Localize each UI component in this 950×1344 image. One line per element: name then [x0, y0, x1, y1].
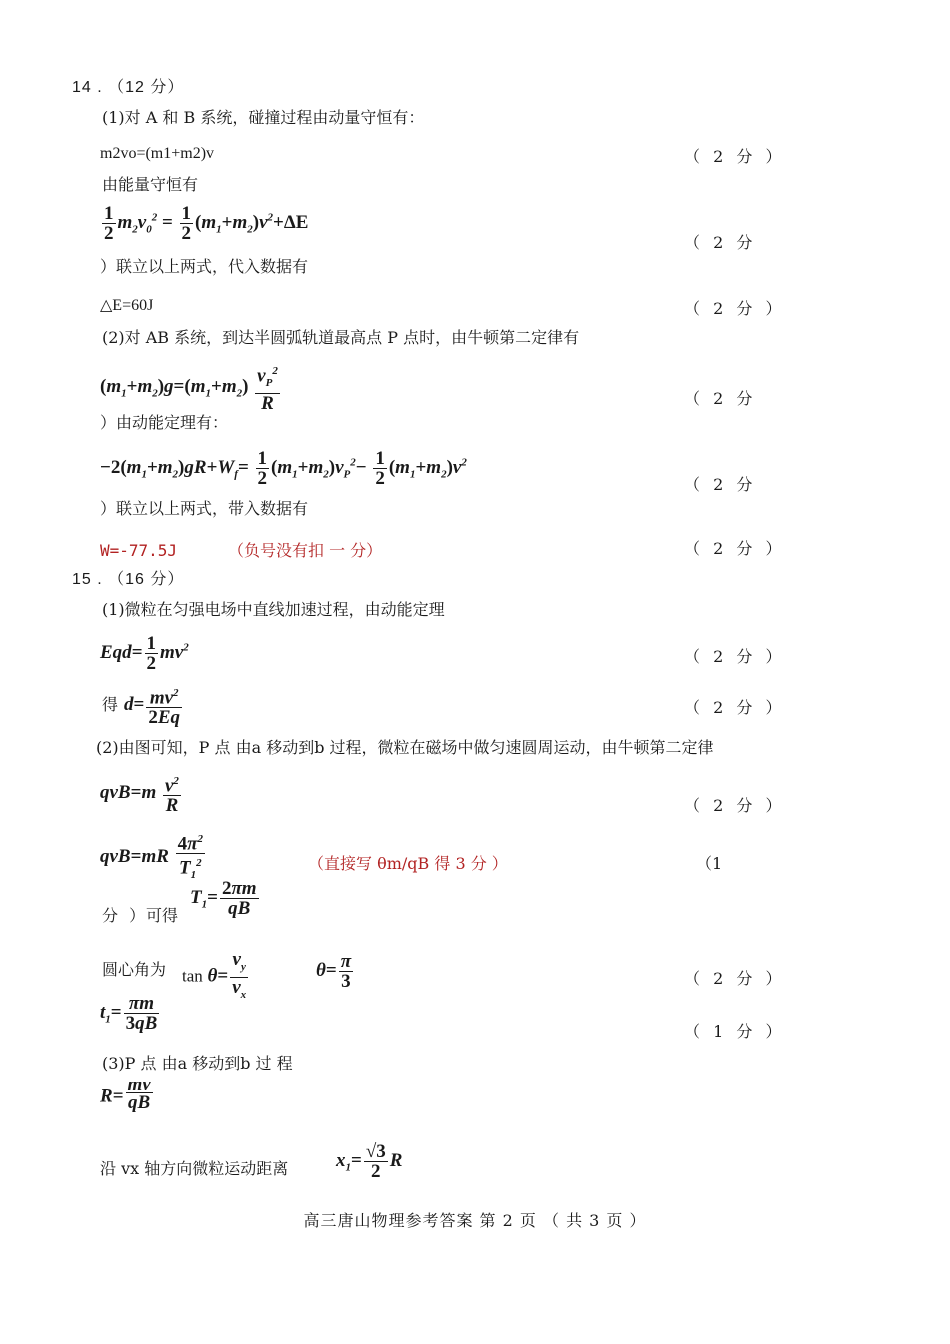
q14-delta-e-result: △E=60J	[100, 297, 154, 314]
q14-momentum-equation: m2vo=(m1+m2)v	[100, 145, 215, 162]
q14-part2-intro: (2)对 AB 系统，到达半圆弧轨道最高点 P 点时，由牛顿第二定律有	[102, 328, 580, 347]
q15-score-4-open: （1	[696, 854, 723, 873]
q15-score-2: （ 2 分 ）	[684, 698, 786, 717]
q14-link-2: ）由动能定理有：	[100, 413, 229, 432]
q15-period-equation: $T_1=$ $\frac{2\pi m}{qB}$	[190, 878, 257, 919]
q14-score-4: （ 2 分	[684, 389, 757, 408]
q15-radius-equation: R= $\frac{mv}{qB}$	[100, 1082, 151, 1113]
q15-get-label: 得	[102, 695, 119, 714]
q15-tan-equation: tan θ= $\frac{v_y}{v_x}$	[182, 949, 247, 1001]
q15-lorentz-equation-2: qvB=mR $\frac{4\pi^2}{T_1^2}$	[100, 830, 207, 885]
q14-energy-intro: 由能量守恒有	[102, 175, 199, 194]
q14-score-1: （ 2 分 ）	[684, 147, 786, 166]
q15-part1-intro: (1)微粒在匀强电场中直线加速过程，由动能定理	[102, 600, 445, 619]
q15-score-3: （ 2 分 ）	[684, 796, 786, 815]
q15-time-equation: $t_1=$ $\frac{\pi m}{3qB}$	[100, 993, 158, 1034]
q15-distance-equation: $x_1=$ $\frac{√3}{2}$ R	[336, 1141, 403, 1182]
q15-heading: 15 . （16 分）	[72, 571, 185, 588]
q15-can-get: 可得	[146, 906, 179, 925]
q14-sign-note: （负号没有扣 一 分）	[228, 541, 383, 560]
q14-link-3: ）联立以上两式，带入数据有	[100, 499, 309, 518]
q14-score-5: （ 2 分	[684, 475, 757, 494]
q14-score-6: （ 2 分 ）	[684, 539, 786, 558]
q14-score-2: （ 2 分	[684, 233, 757, 252]
q15-score-6: （ 1 分 ）	[684, 1022, 786, 1041]
q14-work-energy-equation: $-2(m_1+m_2)gR+W_f=$ $\frac{1}{2}$ $(m_1+m_2)v_P^2-$ $\frac{1}{2}$ $(m_1+m_2)v^2$	[100, 448, 467, 489]
page-footer: 高三唐山物理参考答案 第 2 页 （ 共 3 页 ）	[303, 1211, 647, 1230]
q14-energy-equation: $\frac{1}{2}$ $m_2v_0^2$ = $\frac{1}{2}$ $(m_1+m_2)v^2+\Delta E$	[104, 203, 309, 244]
q15-score-4-close: 分 ）	[102, 906, 149, 925]
q15-along-label: 沿 vx 轴方向微粒运动距离	[100, 1159, 289, 1178]
q15-angle-label: 圆心角为	[102, 960, 167, 979]
q15-part2-intro: (2)由图可知，P 点 由a 移动到b 过程，微粒在磁场中做匀速圆周运动，由牛顿第二定律	[96, 738, 714, 757]
q15-score-5: （ 2 分 ）	[684, 969, 786, 988]
q14-heading: 14 . （12 分）	[72, 79, 185, 96]
q15-direct-note: （直接写 θm/qB 得 3 分 ）	[308, 854, 508, 873]
q14-part1-intro: (1)对 A 和 B 系统，碰撞过程由动量守恒有：	[102, 108, 425, 127]
q15-kinetic-equation: Eqd= $\frac{1}{2}$ $mv^2$	[100, 633, 189, 674]
q14-work-result: W=-77.5J	[100, 541, 178, 560]
q14-newton-equation: $(m_1+m_2)g=(m_1+m_2)$ $\frac{v_P^2}{R}$	[100, 362, 282, 413]
q14-link-1: ）联立以上两式，代入数据有	[100, 257, 309, 276]
q15-lorentz-equation-1: qvB=m $\frac{v^2}{R}$	[100, 772, 183, 815]
q15-d-equation: d= $\frac{mv^2}{2Eq}$	[124, 684, 184, 727]
q15-theta-equation: θ= $\frac{\pi}{3}$	[316, 951, 352, 992]
q15-score-1: （ 2 分 ）	[684, 647, 786, 666]
q15-part3-intro: (3)P 点 由a 移动到b 过 程	[102, 1054, 293, 1073]
q14-score-3: （ 2 分 ）	[684, 299, 786, 318]
